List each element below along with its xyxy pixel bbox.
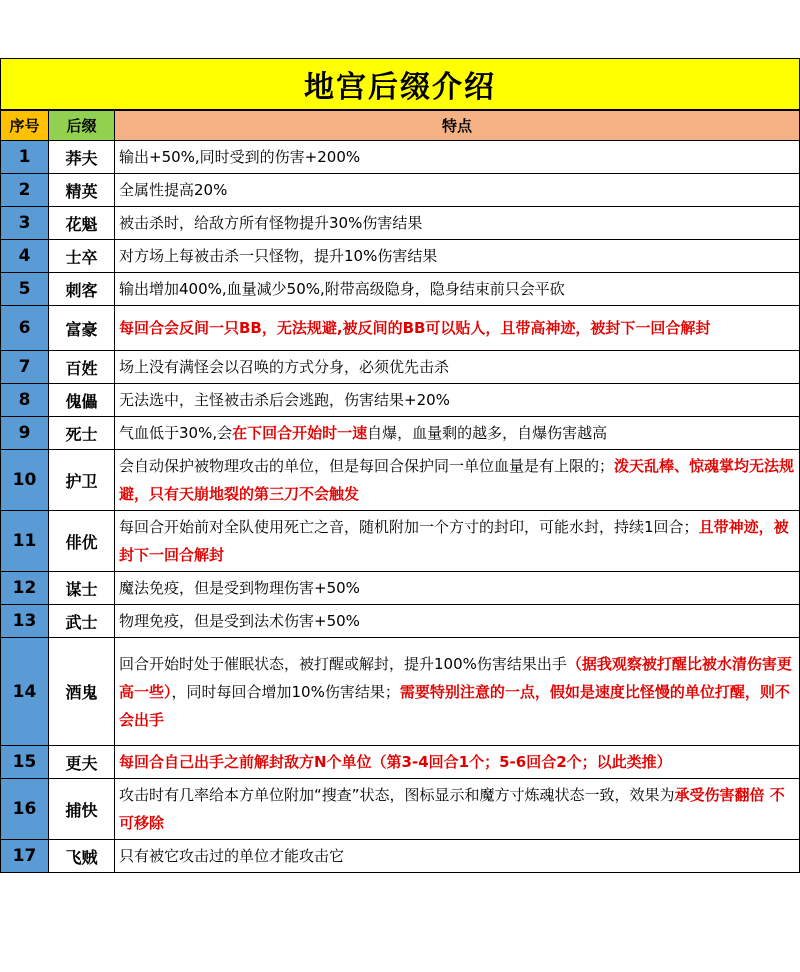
row-feature <box>115 450 800 511</box>
row-index: 17 <box>1 840 49 873</box>
row-suffix-name: 莽夫 <box>49 141 115 174</box>
feature-text: 每回合开始前对全队使用死亡之音，随机附加一个方寸的封印，可能水封，持续1回合； <box>119 518 699 536</box>
feature-text: 物理免疫，但是受到法术伤害+50% <box>119 612 360 630</box>
row-suffix-name: 俳优 <box>49 511 115 572</box>
table-row <box>1 511 800 572</box>
row-suffix-name: 飞贼 <box>49 840 115 873</box>
suffix-table-sheet <box>0 58 800 873</box>
row-feature <box>115 605 800 638</box>
feature-text: 被击杀时，给敌方所有怪物提升30%伤害结果 <box>119 214 423 232</box>
table-row <box>1 306 800 351</box>
row-index: 1 <box>1 141 49 174</box>
row-index: 3 <box>1 207 49 240</box>
header-index: 序号 <box>1 111 49 141</box>
table-row <box>1 207 800 240</box>
feature-text: 只有被它攻击过的单位才能攻击它 <box>119 847 345 865</box>
row-suffix-name: 百姓 <box>49 351 115 384</box>
table-body <box>1 141 800 873</box>
row-index: 15 <box>1 746 49 779</box>
row-suffix-name: 护卫 <box>49 450 115 511</box>
feature-text: 会自动保护被物理攻击的单位，但是每回合保护同一单位血量是有上限的； <box>119 457 615 475</box>
table-header-row <box>1 111 800 141</box>
feature-text: 无法选中，主怪被击杀后会逃跑，伤害结果+20% <box>119 391 450 409</box>
row-feature <box>115 174 800 207</box>
row-suffix-name: 士卒 <box>49 240 115 273</box>
row-suffix-name: 捕快 <box>49 779 115 840</box>
table-row <box>1 840 800 873</box>
row-index: 2 <box>1 174 49 207</box>
feature-highlight-text: 每回合会反间一只BB，无法规避,被反间的BB可以贴人，且带高神迹，被封下一回合解封 <box>119 319 711 337</box>
row-feature <box>115 779 800 840</box>
table-row <box>1 141 800 174</box>
row-suffix-name: 谋士 <box>49 572 115 605</box>
row-feature <box>115 240 800 273</box>
row-index: 10 <box>1 450 49 511</box>
feature-text: 回合开始时处于催眠状态，被打醒或解封，提升100%伤害结果出手 <box>119 654 567 673</box>
row-feature <box>115 511 800 572</box>
feature-highlight-text: 泼天乱棒、惊魂掌均无法规避，只有天崩地裂的第三刀不会触发 <box>119 457 795 503</box>
feature-highlight-text: 每回合自己出手之前解封敌方N个单位（第3-4回合1个；5-6回合2个；以此类推） <box>119 753 672 771</box>
row-feature <box>115 638 800 746</box>
feature-text: 攻击时有几率给本方单位附加“搜查”状态，图标显示和魔方寸炼魂状态一致，效果为 <box>119 786 675 804</box>
row-suffix-name: 花魁 <box>49 207 115 240</box>
feature-text: 对方场上每被击杀一只怪物，提升10%伤害结果 <box>119 247 438 265</box>
feature-highlight-text: 承受伤害翻倍 不可移除 <box>119 786 785 832</box>
row-feature <box>115 273 800 306</box>
header-suffix: 后缀 <box>49 111 115 141</box>
feature-text: 魔法免疫，但是受到物理伤害+50% <box>119 579 360 597</box>
feature-highlight-text: 需要特别注意的一点，假如是速度比怪慢的单位打醒，则不会出手 <box>119 682 790 729</box>
table-row <box>1 384 800 417</box>
header-feature: 特点 <box>115 111 800 141</box>
feature-highlight-text: 在下回合开始时一速 <box>232 424 368 442</box>
table-row <box>1 273 800 306</box>
row-index: 11 <box>1 511 49 572</box>
row-feature <box>115 384 800 417</box>
row-feature <box>115 141 800 174</box>
feature-text: 气血低于30%,会 <box>119 424 233 442</box>
row-index: 14 <box>1 638 49 746</box>
feature-highlight-text: （据我观察被打醒比被水清伤害更高一些） <box>119 654 792 701</box>
table-row <box>1 605 800 638</box>
suffix-table <box>0 110 800 873</box>
table-row <box>1 638 800 746</box>
feature-text: 场上没有满怪会以召唤的方式分身，必须优先击杀 <box>119 358 450 376</box>
row-index: 9 <box>1 417 49 450</box>
table-row <box>1 746 800 779</box>
feature-highlight-text: 且带神迹，被封下一回合解封 <box>119 518 789 564</box>
row-index: 12 <box>1 572 49 605</box>
table-row <box>1 417 800 450</box>
feature-text: 全属性提高20% <box>119 181 228 199</box>
row-feature <box>115 746 800 779</box>
feature-text: 输出+50%,同时受到的伤害+200% <box>119 148 361 166</box>
row-suffix-name: 精英 <box>49 174 115 207</box>
table-row <box>1 450 800 511</box>
row-suffix-name: 刺客 <box>49 273 115 306</box>
table-row <box>1 351 800 384</box>
row-feature <box>115 572 800 605</box>
table-row <box>1 572 800 605</box>
row-index: 16 <box>1 779 49 840</box>
row-index: 13 <box>1 605 49 638</box>
feature-text: 输出增加400%,血量减少50%,附带高级隐身，隐身结束前只会平砍 <box>119 280 565 298</box>
row-feature <box>115 417 800 450</box>
row-index: 5 <box>1 273 49 306</box>
row-suffix-name: 武士 <box>49 605 115 638</box>
feature-text: ，同时每回合增加10%伤害结果； <box>171 682 400 701</box>
row-feature <box>115 351 800 384</box>
row-feature <box>115 207 800 240</box>
row-index: 7 <box>1 351 49 384</box>
row-index: 4 <box>1 240 49 273</box>
row-suffix-name: 酒鬼 <box>49 638 115 746</box>
row-feature <box>115 306 800 351</box>
table-row <box>1 240 800 273</box>
row-suffix-name: 傀儡 <box>49 384 115 417</box>
row-index: 6 <box>1 306 49 351</box>
row-suffix-name: 死士 <box>49 417 115 450</box>
table-row <box>1 779 800 840</box>
table-row <box>1 174 800 207</box>
feature-text: 自爆，血量剩的越多，自爆伤害越高 <box>367 424 608 442</box>
row-suffix-name: 更夫 <box>49 746 115 779</box>
row-suffix-name: 富豪 <box>49 306 115 351</box>
row-index: 8 <box>1 384 49 417</box>
page-title: 地宫后缀介绍 <box>0 58 800 110</box>
row-feature <box>115 840 800 873</box>
